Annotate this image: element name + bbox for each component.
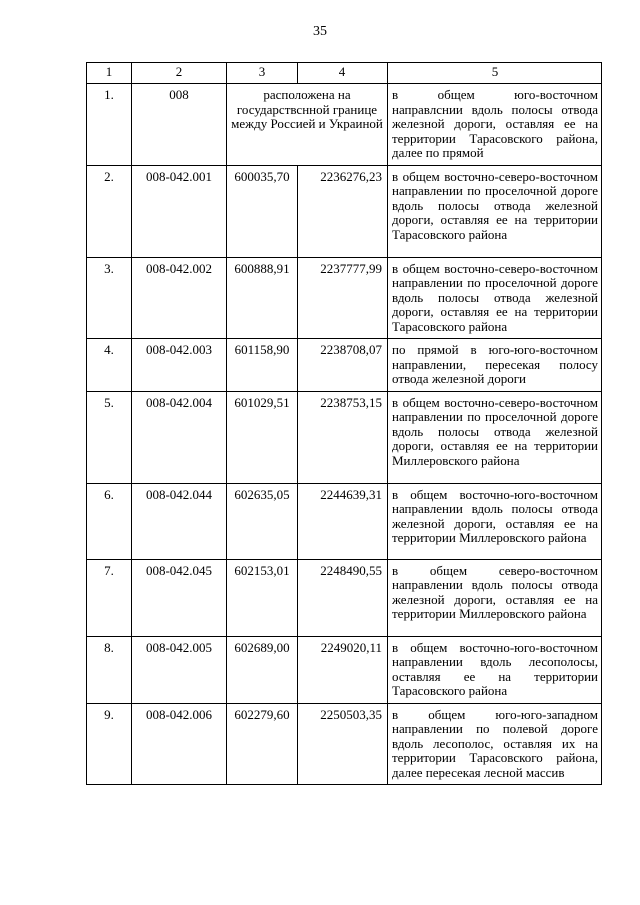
page-number: 35 [313, 24, 327, 39]
row-number: 5. [87, 391, 132, 483]
table-row [87, 636, 602, 703]
description-cell: в общем восточно-юго-восточном направлении вдоль лесополосы, оставляя ее на территории Тарасовского района [388, 636, 602, 703]
coordinate-y: 2238708,07 [298, 339, 388, 392]
coordinate-x: 602279,60 [227, 703, 298, 785]
point-code: 008-042.005 [132, 636, 227, 703]
description-cell: по прямой в юго-юго-восточном направлении, пересекая полосу отвода железной дороги [388, 339, 602, 392]
row-number: 1. [87, 84, 132, 166]
table-row [87, 559, 602, 636]
boundary-table [86, 62, 602, 785]
row-number: 4. [87, 339, 132, 392]
table-row [87, 483, 602, 559]
description-cell: в общем восточно-северо-восточном направлении по проселочной дороге вдоль полосы отвода железной дороги, оставляя ее на территории Тарасовского района [388, 257, 602, 339]
coordinate-y: 2250503,35 [298, 703, 388, 785]
description-cell: в общем восточно-северо-восточном направлении по проселочной дороге вдоль полосы отвода железной дороги, оставляя ее на территории Тарасовского района [388, 165, 602, 257]
description-cell: в общем юго-юго-западном направлении по полевой дороге вдоль лесополос, оставляя их на территории Тарасовского района, далее пересекая лесной массив [388, 703, 602, 785]
row-number: 3. [87, 257, 132, 339]
column-header: 5 [388, 63, 602, 84]
column-header: 1 [87, 63, 132, 84]
coordinate-x: 602635,05 [227, 483, 298, 559]
description-cell: в общем восточно-юго-восточном направлении вдоль полосы отвода железной дороги, оставляя ее на территории Миллеровского района [388, 483, 602, 559]
coordinate-x: 602153,01 [227, 559, 298, 636]
column-header: 2 [132, 63, 227, 84]
coordinate-x: 600035,70 [227, 165, 298, 257]
table-row [87, 339, 602, 392]
coordinate-x: 602689,00 [227, 636, 298, 703]
point-code: 008-042.045 [132, 559, 227, 636]
point-code: 008-042.003 [132, 339, 227, 392]
coordinate-y: 2244639,31 [298, 483, 388, 559]
description-cell: в общем северо-восточном направлении вдоль полосы отвода железной дороги, оставляя ее на территории Миллеровского района [388, 559, 602, 636]
coordinate-y: 2236276,23 [298, 165, 388, 257]
description-cell: в общем восточно-северо-восточном направлении по проселочной дороге вдоль полосы отвода железной дороги, оставляя ее на территории Миллеровского района [388, 391, 602, 483]
column-header: 4 [298, 63, 388, 84]
coordinate-x: 601158,90 [227, 339, 298, 392]
coordinate-x: 601029,51 [227, 391, 298, 483]
column-header: 3 [227, 63, 298, 84]
table-row [87, 257, 602, 339]
table-row [87, 165, 602, 257]
table-row [87, 84, 602, 166]
coordinate-y: 2249020,11 [298, 636, 388, 703]
point-code: 008-042.044 [132, 483, 227, 559]
point-code: 008-042.006 [132, 703, 227, 785]
coordinate-x: 600888,91 [227, 257, 298, 339]
point-code: 008-042.001 [132, 165, 227, 257]
row-number: 7. [87, 559, 132, 636]
row-number: 8. [87, 636, 132, 703]
table-header-row [87, 63, 602, 84]
coordinate-y: 2237777,99 [298, 257, 388, 339]
coordinate-y: 2248490,55 [298, 559, 388, 636]
table-row [87, 391, 602, 483]
point-code: 008-042.002 [132, 257, 227, 339]
table-row [87, 703, 602, 785]
row-number: 9. [87, 703, 132, 785]
location-cell: расположена на государствснной границе между Россией и Украиной [227, 84, 388, 166]
row-number: 6. [87, 483, 132, 559]
point-code: 008 [132, 84, 227, 166]
coordinate-y: 2238753,15 [298, 391, 388, 483]
row-number: 2. [87, 165, 132, 257]
point-code: 008-042.004 [132, 391, 227, 483]
description-cell: в общем юго-восточном направлснии вдоль полосы отвода железной дороги, оставляя ее на территории Тарасовского района, далее по прямой [388, 84, 602, 166]
